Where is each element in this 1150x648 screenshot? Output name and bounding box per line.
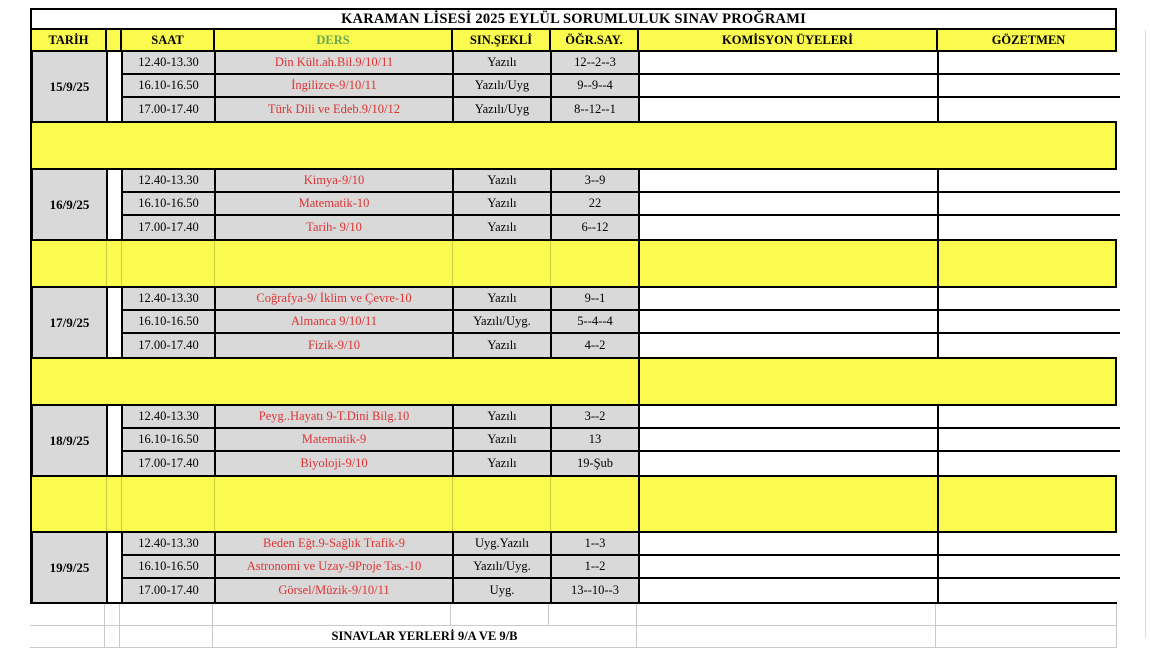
day-block-17-9-25: [30, 288, 1117, 359]
time-cell: 12.40-13.30: [123, 533, 216, 556]
student-count-cell: 12--2--3: [552, 52, 640, 75]
day-block-18-9-25: [30, 406, 1117, 477]
gozetmen-cell: [939, 75, 1120, 98]
date-cell: 18/9/25: [33, 406, 108, 475]
student-count-cell: 1--2: [552, 556, 640, 579]
subject-cell: Din Kült.ah.Bil.9/10/11: [216, 52, 454, 75]
grid-line: [937, 241, 939, 286]
col-header-tarih: TARİH: [32, 30, 107, 50]
exam-type-cell: Uyg.: [454, 579, 552, 602]
student-count-cell: 13--10--3: [552, 579, 640, 602]
page-title: KARAMAN LİSESİ 2025 EYLÜL SORUMLULUK SINAV PROĞRAMI: [30, 8, 1117, 30]
exam-type-cell: Yazılı/Uyg: [454, 75, 552, 98]
grid-line: [638, 241, 640, 286]
time-cell: 17.00-17.40: [123, 452, 216, 475]
empty-cell: [105, 604, 120, 626]
time-cell: 16.10-16.50: [123, 556, 216, 579]
time-cell: 12.40-13.30: [123, 52, 216, 75]
exam-type-cell: Yazılı/Uyg.: [454, 556, 552, 579]
exam-type-cell: Yazılı/Uyg.: [454, 311, 552, 334]
grid-line: [106, 477, 107, 531]
grid-line: [937, 477, 939, 531]
subject-cell: Kimya-9/10: [216, 170, 454, 193]
exam-type-cell: Yazılı: [454, 193, 552, 216]
empty-cell: [213, 604, 451, 626]
gozetmen-cell: [939, 579, 1120, 602]
time-cell: 17.00-17.40: [123, 98, 216, 121]
komisyon-cell: [640, 75, 939, 98]
time-cell: 12.40-13.30: [123, 288, 216, 311]
day-block-19-9-25: [30, 533, 1117, 604]
student-count-cell: 3--2: [552, 406, 640, 429]
gozetmen-cell: [939, 406, 1120, 429]
subject-cell: Fizik-9/10: [216, 334, 454, 357]
date-cell: 17/9/25: [33, 288, 108, 357]
time-cell: 17.00-17.40: [123, 579, 216, 602]
gozetmen-cell: [939, 288, 1120, 311]
time-cell: 16.10-16.50: [123, 429, 216, 452]
empty-cell: [451, 604, 549, 626]
empty-spreadsheet-row: [30, 604, 1117, 626]
subject-cell: Görsel/Müzik-9/10/11: [216, 579, 454, 602]
subject-cell: Biyoloji-9/10: [216, 452, 454, 475]
date-cell: 19/9/25: [33, 533, 108, 602]
exam-places-label: SINAVLAR YERLERİ 9/A VE 9/B: [213, 626, 637, 648]
empty-cell: [936, 604, 1117, 626]
grid-line: [214, 241, 215, 286]
gozetmen-cell: [939, 170, 1120, 193]
komisyon-cell: [640, 311, 939, 334]
col-header-ders: DERS: [215, 30, 453, 50]
exam-type-cell: Uyg.Yazılı: [454, 533, 552, 556]
gozetmen-cell: [939, 193, 1120, 216]
student-count-cell: 6--12: [552, 216, 640, 239]
komisyon-cell: [640, 52, 939, 75]
col-header-komisyon: KOMİSYON ÜYELERİ: [639, 30, 938, 50]
exam-places-row: [30, 626, 1117, 648]
subject-cell: Matematik-9: [216, 429, 454, 452]
student-count-cell: 5--4--4: [552, 311, 640, 334]
grid-line: [638, 359, 640, 404]
student-count-cell: 22: [552, 193, 640, 216]
time-cell: 16.10-16.50: [123, 311, 216, 334]
yellow-separator-row: [30, 123, 1117, 170]
komisyon-cell: [640, 170, 939, 193]
col-header-saat: SAAT: [122, 30, 215, 50]
komisyon-cell: [640, 452, 939, 475]
gap-cell: [108, 406, 123, 475]
empty-cell: [637, 604, 936, 626]
grid-line: [106, 241, 107, 286]
exam-type-cell: Yazılı: [454, 452, 552, 475]
day-block-15-9-25: [30, 52, 1117, 123]
gozetmen-cell: [939, 556, 1120, 579]
student-count-cell: 9--9--4: [552, 75, 640, 98]
exam-type-cell: Yazılı: [454, 216, 552, 239]
komisyon-cell: [640, 216, 939, 239]
empty-cell: [120, 626, 213, 648]
gozetmen-cell: [939, 98, 1120, 121]
subject-cell: Tarih- 9/10: [216, 216, 454, 239]
student-count-cell: 8--12--1: [552, 98, 640, 121]
empty-cell: [637, 626, 936, 648]
exam-type-cell: Yazılı: [454, 52, 552, 75]
subject-cell: Matematik-10: [216, 193, 454, 216]
grid-line: [452, 241, 453, 286]
grid-line: [550, 477, 551, 531]
gozetmen-cell: [939, 311, 1120, 334]
yellow-separator-row: [30, 241, 1117, 288]
student-count-cell: 4--2: [552, 334, 640, 357]
date-cell: 16/9/25: [33, 170, 108, 239]
exam-type-cell: Yazılı: [454, 429, 552, 452]
time-cell: 12.40-13.30: [123, 170, 216, 193]
gap-cell: [108, 288, 123, 357]
table-header-row: [30, 30, 1117, 52]
student-count-cell: 1--3: [552, 533, 640, 556]
student-count-cell: 19-Şub: [552, 452, 640, 475]
subject-cell: Peyg..Hayatı 9-T.Dini Bilg.10: [216, 406, 454, 429]
subject-cell: İngilizce-9/10/11: [216, 75, 454, 98]
empty-cell: [936, 626, 1117, 648]
komisyon-cell: [640, 429, 939, 452]
komisyon-cell: [640, 533, 939, 556]
yellow-separator-row: [30, 359, 1117, 406]
komisyon-cell: [640, 556, 939, 579]
col-header-sinsekli: SIN.ŞEKLİ: [453, 30, 551, 50]
exam-type-cell: Yazılı: [454, 288, 552, 311]
komisyon-cell: [640, 288, 939, 311]
subject-cell: Beden Eğt.9-Sağlık Trafik-9: [216, 533, 454, 556]
gap-cell: [108, 533, 123, 602]
time-cell: 16.10-16.50: [123, 75, 216, 98]
subject-cell: Almanca 9/10/11: [216, 311, 454, 334]
komisyon-cell: [640, 406, 939, 429]
gozetmen-cell: [939, 52, 1120, 75]
gozetmen-cell: [939, 334, 1120, 357]
student-count-cell: 9--1: [552, 288, 640, 311]
komisyon-cell: [640, 193, 939, 216]
col-header-ogrsay: ÖĞR.SAY.: [551, 30, 639, 50]
grid-line: [452, 477, 453, 531]
empty-cell: [120, 604, 213, 626]
exam-type-cell: Yazılı: [454, 406, 552, 429]
time-cell: 17.00-17.40: [123, 216, 216, 239]
gozetmen-cell: [939, 533, 1120, 556]
gozetmen-cell: [939, 452, 1120, 475]
col-header-gozetmen: GÖZETMEN: [991, 32, 1066, 47]
komisyon-cell: [640, 579, 939, 602]
subject-cell: Astronomi ve Uzay-9Proje Tas.-10: [216, 556, 454, 579]
subject-cell: Coğrafya-9/ İklim ve Çevre-10: [216, 288, 454, 311]
gozetmen-cell: [939, 216, 1120, 239]
gozetmen-cell: [939, 429, 1120, 452]
date-cell: 15/9/25: [33, 52, 108, 121]
empty-cell: [30, 626, 105, 648]
exam-type-cell: Yazılı: [454, 334, 552, 357]
grid-line: [121, 241, 122, 286]
day-block-16-9-25: [30, 170, 1117, 241]
gap-cell: [108, 52, 123, 121]
empty-cell: [105, 626, 120, 648]
grid-line: [121, 477, 122, 531]
student-count-cell: 3--9: [552, 170, 640, 193]
time-cell: 16.10-16.50: [123, 193, 216, 216]
grid-line: [214, 477, 215, 531]
exam-type-cell: Yazılı/Uyg: [454, 98, 552, 121]
grid-line: [550, 241, 551, 286]
time-cell: 12.40-13.30: [123, 406, 216, 429]
spreadsheet-gridline: [1145, 30, 1146, 638]
student-count-cell: 13: [552, 429, 640, 452]
col-header-gap: [107, 30, 122, 50]
gap-cell: [108, 170, 123, 239]
komisyon-cell: [640, 98, 939, 121]
subject-cell: Türk Dili ve Edeb.9/10/12: [216, 98, 454, 121]
empty-cell: [549, 604, 637, 626]
grid-line: [638, 477, 640, 531]
komisyon-cell: [640, 334, 939, 357]
empty-cell: [30, 604, 105, 626]
yellow-separator-row: [30, 477, 1117, 533]
time-cell: 17.00-17.40: [123, 334, 216, 357]
exam-schedule-table: [30, 8, 1117, 648]
exam-type-cell: Yazılı: [454, 170, 552, 193]
